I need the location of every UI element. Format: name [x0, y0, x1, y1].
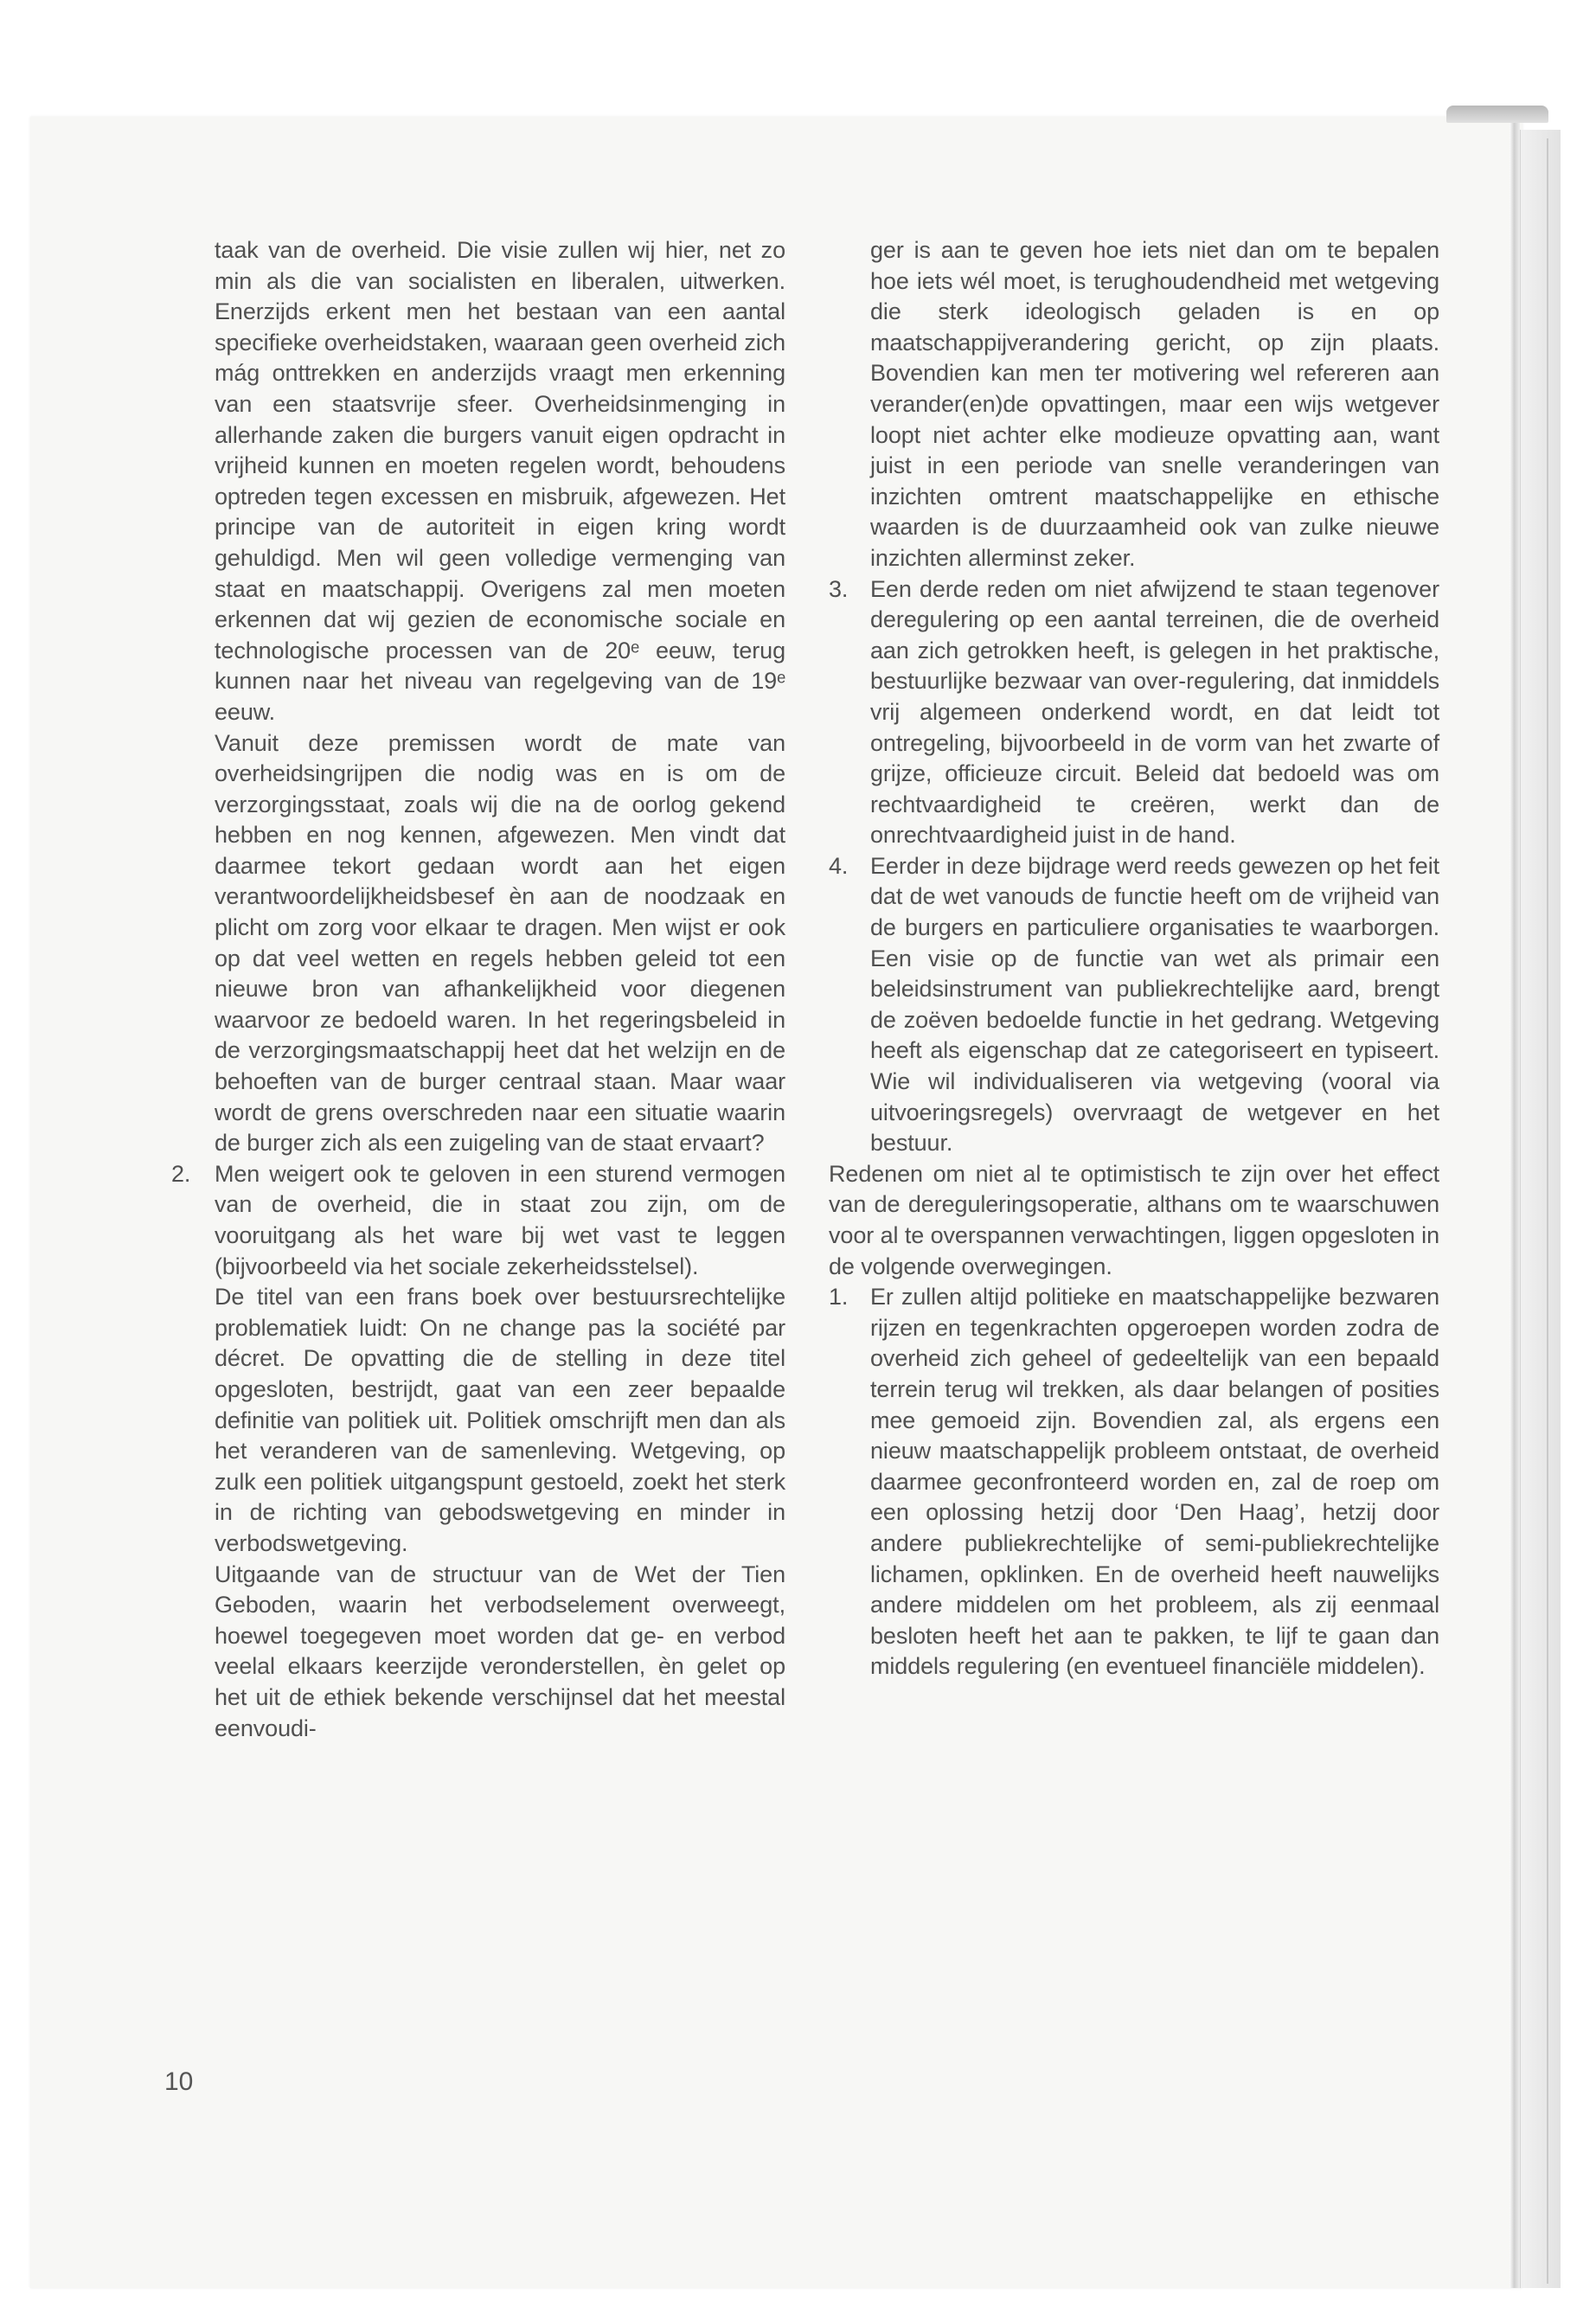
- list-item-body: [215, 1159, 785, 1744]
- page-edge: [1509, 112, 1520, 2288]
- paragraph: Een derde reden om niet afwijzend te staan tegenover deregulering op een aantal terreinen, die de overheid aan zich getrokken heeft, is gelegen in het praktische, bestuurlijke bezwaar van over-regulering, dat inmiddels vrij algemeen onderkend wordt, en dat leidt tot ontregeling, bijvoorbeeld in de vorm van het zwarte of grijze, officieuze circuit. Beleid dat bedoeld was om rechtvaardigheid te creëren, werkt dan de onrechtvaardigheid juist in de hand.: [870, 575, 1439, 849]
- list-number: 4.: [829, 852, 849, 879]
- list-item-4: [829, 851, 1439, 1159]
- paragraph: Men weigert ook te geloven in een sturend vermogen van de overheid, die in staat zou zijn, om de vooruitgang als het ware bij wet vast te leggen (bijvoorbeeld via het sociale zekerheidsstelsel).: [215, 1160, 785, 1279]
- right-column: [829, 235, 1439, 1682]
- paragraph: Vanuit deze premissen wordt de mate van overheidsingrijpen die nodig was en is om de verzorgingsstaat, zoals wij die na de oorlog gekend hebben en nog kennen, afgewezen. Men vindt dat daarmee tekort gedaan wordt aan het eigen verantwoordelijkheidsbesef èn aan de noodzaak en plicht om zorg voor elkaar te dragen. Men wijst er ook op dat veel wetten en regels hebben geleid tot een nieuwe bron van afhankelijkheid voor diegenen waarvoor ze bedoeld waren. In het regeringsbeleid in de verzorgingsmaatschappij heet dat het welzijn en de behoeften van de burger centraal staan. Maar waar wordt de grens overschreden naar een situatie waarin de burger zich als een zuigeling van de staat ervaart?: [215, 729, 785, 1157]
- paragraph: ger is aan te geven hoe iets niet dan om te bepalen hoe iets wél moet, is terughoudendheid met wetgeving die sterk ideologisch geladen is en op maatschappijverandering gericht, op zijn plaats. Bovendien kan men ter motivering wel refereren aan verander(en)de opvattingen, maar een wijs wetgever loopt niet achter elke modieuze opvatting aan, want juist in een periode van snelle veranderingen van inzichten omtrent maatschappelijke en ethische waarden is de duurzaamheid ook van zulke nieuwe inzichten allerminst zeker.: [870, 237, 1439, 571]
- list-number: 2.: [171, 1160, 191, 1187]
- list-item-1: [829, 1282, 1439, 1682]
- list-continuation: [829, 235, 1439, 574]
- list-item-2: [171, 1159, 785, 1744]
- binding-cap: [1446, 106, 1548, 123]
- paragraph: Uitgaande van de structuur van de Wet der Tien Geboden, waarin het verbodselement overweegt, hoewel toegegeven moet worden dat ge- en verbod veelal elkaars keerzijde veronderstellen, èn gelet op het uit de ethiek bekende verschijnsel dat het meestal eenvoudi-: [215, 1561, 785, 1741]
- paragraph: De titel van een frans boek over bestuursrechtelijke problematiek luidt: On ne change pas la société par décret. De opvatting die de stelling in deze titel opgesloten, bestrijdt, gaat van een zeer bepaalde definitie van politiek uit. Politiek omschrijft men dan als het veranderen van de samenleving. Wetgeving, op zulk een politiek uitgangspunt gestoeld, zoekt het sterk in de richting van gebodswetgeving en minder in verbodswetgeving.: [215, 1284, 785, 1556]
- left-column: [171, 235, 785, 1744]
- book-binding: [1520, 130, 1561, 2288]
- page-number: 10: [164, 2067, 194, 2096]
- paragraph: Eerder in deze bijdrage werd reeds gewezen op het feit dat de wet vanouds de functie heeft om de vrijheid van de burgers en particuliere organisaties te waarborgen. Een visie op de functie van wet als primair een beleidsinstrument van publiekrechtelijke aard, brengt de zoëven bedoelde functie in het gedrang. Wetgeving heeft als eigenschap dat ze categoriseert en typiseert. Wie wil individualiseren via wetgeving (vooral via uitvoeringsregels) overvraagt de wetgever en het bestuur.: [870, 852, 1439, 1157]
- list-number: 3.: [829, 575, 849, 602]
- paragraph: Er zullen altijd politieke en maatschappelijke bezwaren rijzen en tegenkrachten opgeroepen worden zodra de overheid zich geheel of gedeeltelijk van een bepaald terrein terug wil trekken, als daar belangen of posities mee gemoeid zijn. Bovendien zal, als ergens een nieuw maatschappelijk probleem ontstaat, de overheid daarmee geconfronteerd worden en, zal de roep om een oplossing hetzij door ‘Den Haag’, hetzij door andere publiekrechtelijke of semi-publiekrechtelijke lichamen, opklinken. En de overheid heeft nauwelijks andere middelen om het probleem, als zij eenmaal besloten heeft het aan te pakken, te lijf te gaan dan middels regulering (en eventueel financiële middelen).: [870, 1284, 1439, 1680]
- paragraph: taak van de overheid. Die visie zullen wij hier, net zo min als die van socialisten en liberalen, uitwerken. Enerzijds erkent men het bestaan van een aantal specifieke overheidstaken, waaraan geen overheid zich mág onttrekken en anderzijds vraagt men erkenning van een staatsvrije sfeer. Overheidsinmenging in allerhande zaken die burgers vanuit eigen opdracht in vrijheid kunnen en moeten regelen wordt, behoudens optreden tegen excessen en misbruik, afgewezen. Het principe van de autoriteit in eigen kring wordt gehuldigd. Men wil geen volledige vermenging van staat en maatschappij. Overigens zal men moeten erkennen dat wij gezien de economische sociale en technologische processen van de 20ᵉ eeuw, terug kunnen naar het niveau van regelgeving van de 19ᵉ eeuw.: [215, 237, 785, 725]
- paragraph: Redenen om niet al te optimistisch te zijn over het effect van de dereguleringsoperatie, althans om te waarschuwen voor al te overspannen verwachtingen, liggen opgesloten in de volgende overwegingen.: [829, 1160, 1439, 1279]
- binding-fold-line: [1547, 138, 1548, 2284]
- list-item-3: [829, 574, 1439, 851]
- list-number: 1.: [829, 1284, 849, 1311]
